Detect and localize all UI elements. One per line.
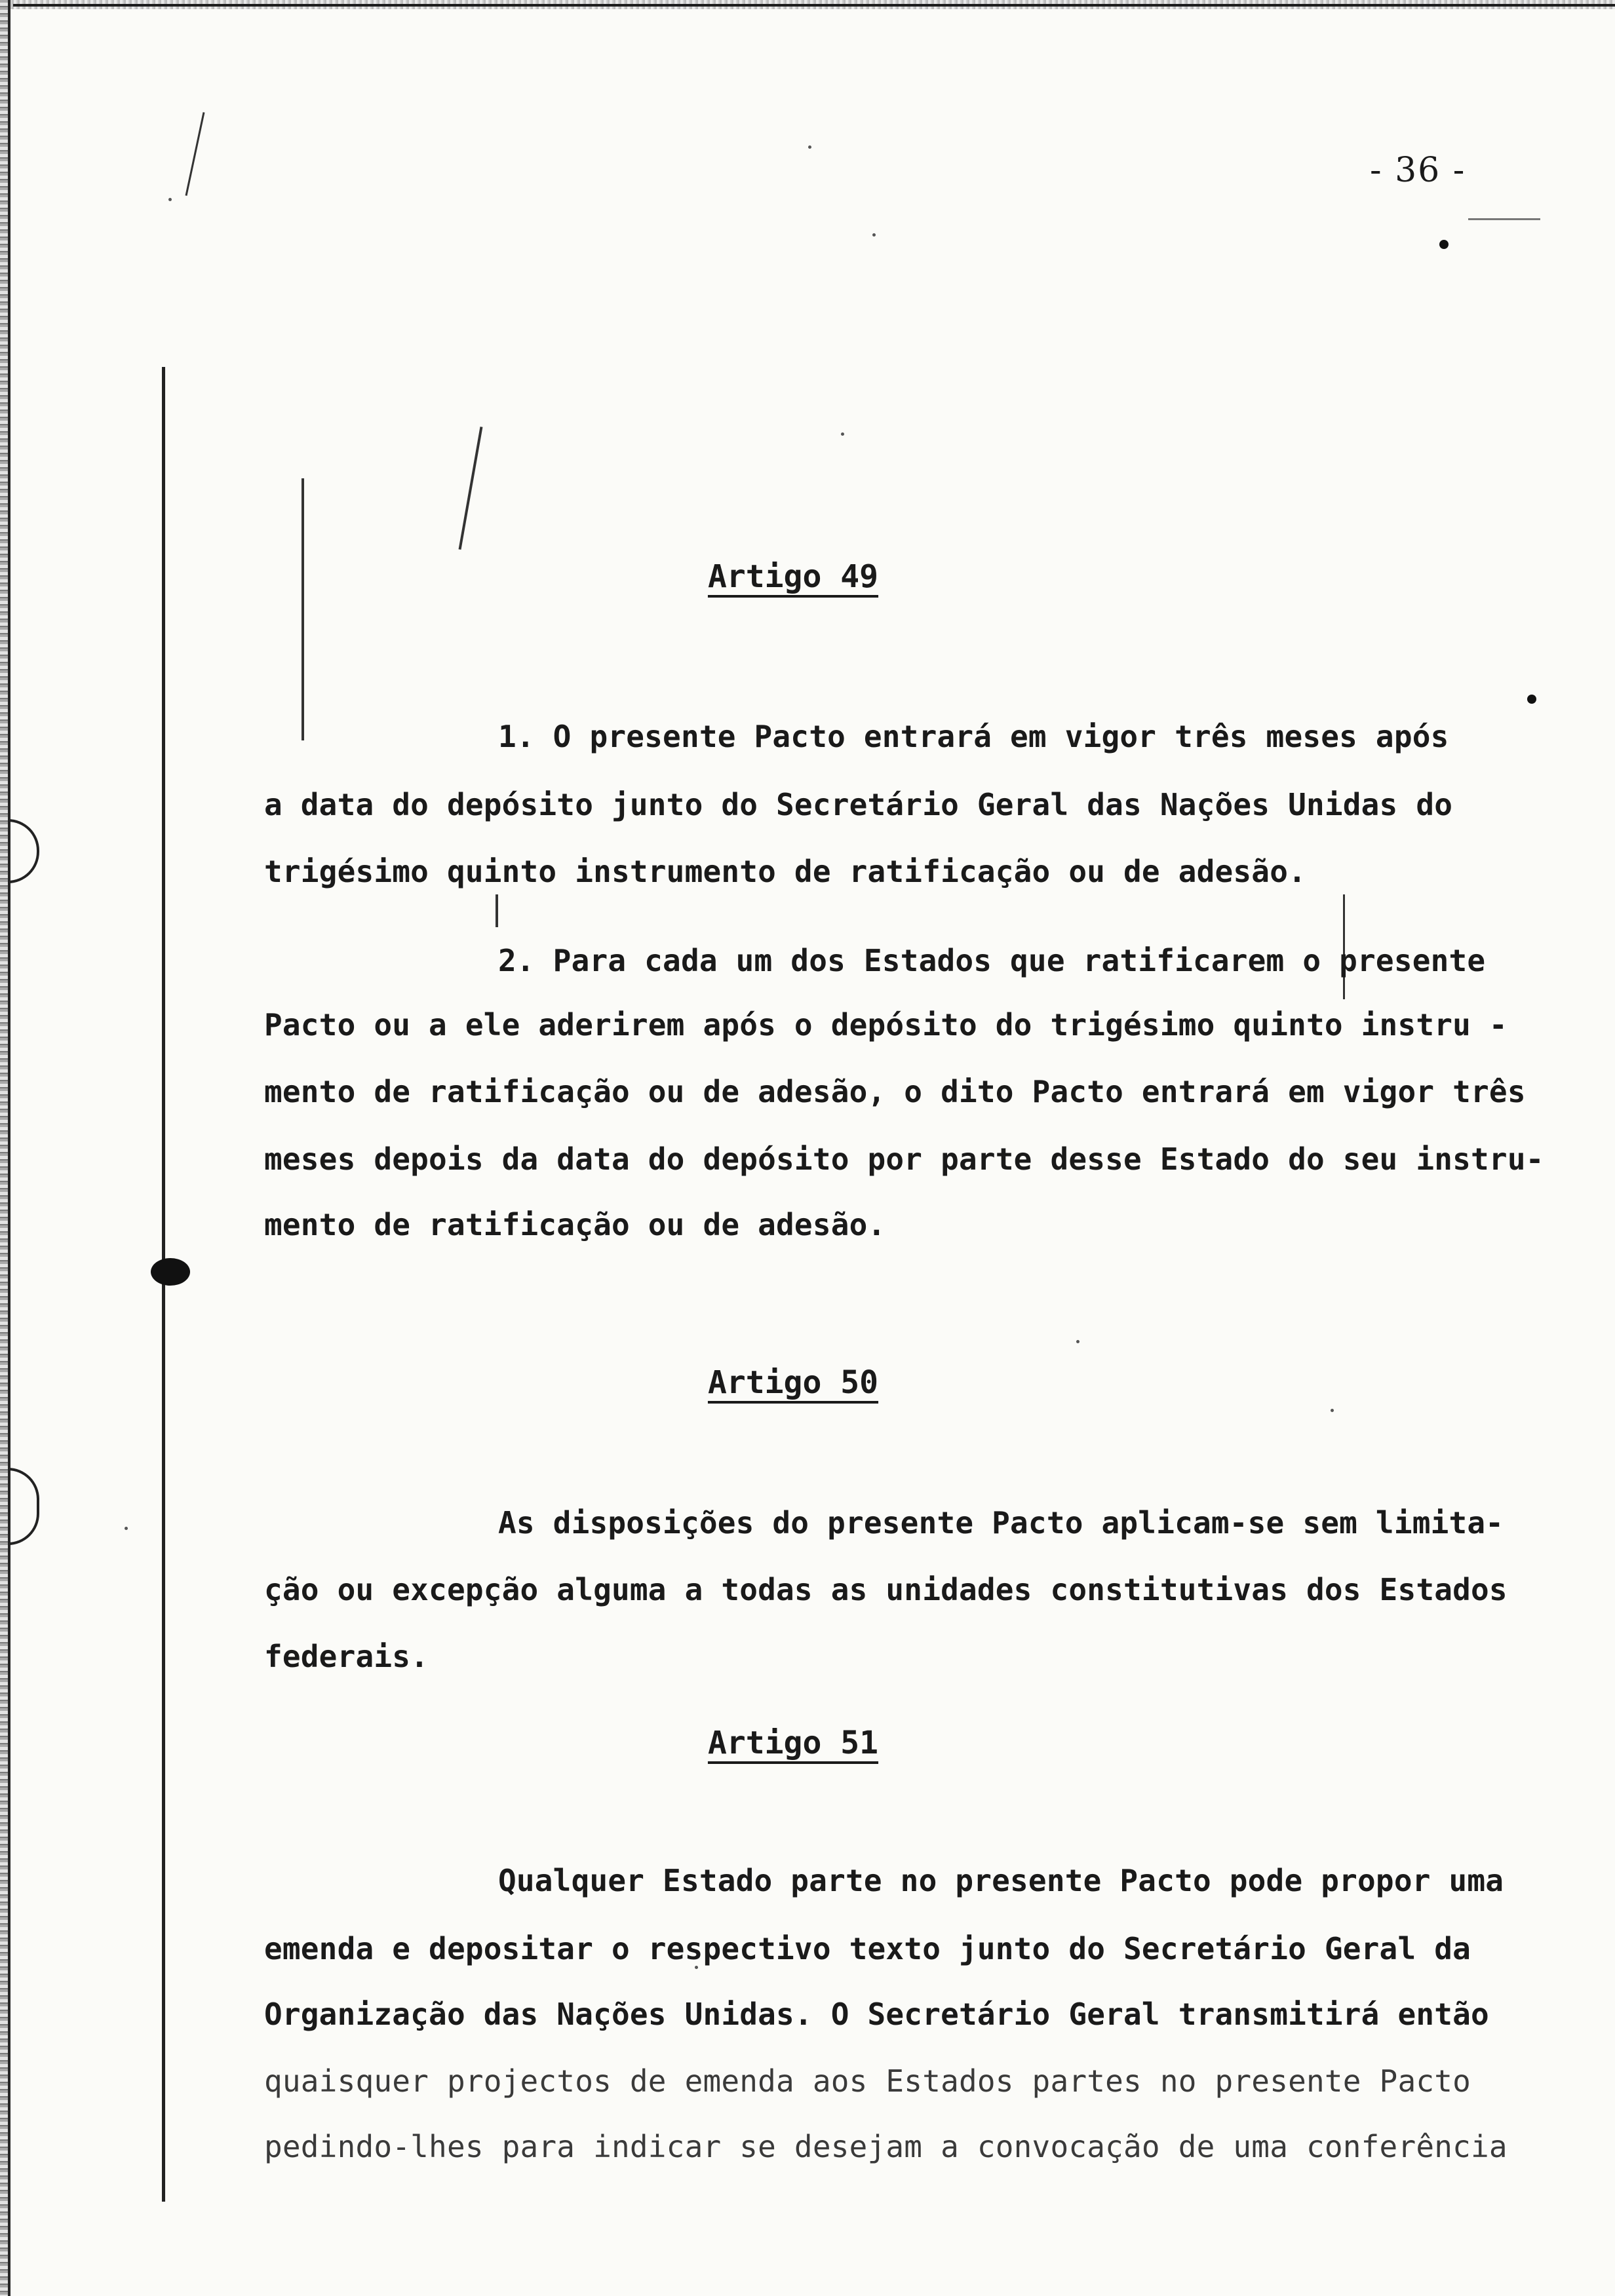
text-line: mento de ratificação ou de adesão, o dito Pacto entrará em vigor três [264, 1074, 1526, 1109]
pen-mark [1468, 218, 1540, 220]
scan-top-border [13, 4, 1615, 7]
text-line: meses depois da data do depósito por parte desse Estado do seu instru- [264, 1141, 1544, 1177]
scan-speck [841, 432, 844, 436]
text-line: Organização das Nações Unidas. O Secretário Geral transmitirá então [264, 1997, 1489, 2032]
ink-blot [1527, 695, 1536, 704]
scan-speck [125, 1527, 128, 1530]
text-line: Qualquer Estado parte no presente Pacto pode propor uma [498, 1863, 1504, 1898]
text-line: federais. [264, 1639, 429, 1674]
scan-speck [168, 198, 172, 201]
text-line: ção ou excepção alguma a todas as unidades constitutivas dos Estados [264, 1572, 1508, 1607]
text-line: Pacto ou a ele aderirem após o depósito do trigésimo quinto instru - [264, 1007, 1508, 1043]
scan-speck [808, 145, 811, 149]
article-heading: Artigo 50 [707, 1364, 879, 1401]
page-number: - 36 - [1370, 151, 1466, 190]
pen-mark [185, 112, 205, 196]
text-line: trigésimo quinto instrumento de ratificação ou de adesão. [264, 854, 1306, 889]
text-line: a data do depósito junto do Secretário Geral das Nações Unidas do [264, 787, 1453, 822]
pen-mark [459, 427, 483, 550]
text-line: As disposições do presente Pacto aplicam-se sem limita- [498, 1505, 1504, 1540]
pen-mark [496, 894, 498, 927]
text-line: pedindo-lhes para indicar se desejam a convocação de uma conferência [264, 2129, 1508, 2164]
ink-blot [1439, 240, 1449, 249]
binding-arc [8, 1468, 39, 1545]
scan-speck [1076, 1340, 1080, 1343]
scan-left-border [8, 0, 10, 2296]
ink-blot [151, 1258, 190, 1286]
text-line: mento de ratificação ou de adesão. [264, 1207, 886, 1242]
article-heading: Artigo 51 [707, 1725, 879, 1761]
scan-left-edge [0, 0, 8, 2296]
text-line: quaisquer projectos de emenda aos Estados partes no presente Pacto [264, 2063, 1471, 2099]
pen-mark [302, 478, 304, 740]
text-line: 2. Para cada um dos Estados que ratificarem o presente [498, 943, 1486, 978]
scan-speck [872, 233, 876, 237]
text-line: 1. O presente Pacto entrará em vigor três meses após [498, 719, 1449, 754]
scan-speck [1331, 1409, 1334, 1412]
binding-arc [8, 819, 39, 883]
article-heading: Artigo 49 [707, 558, 879, 595]
text-line: emenda e depositar o respectivo texto junto do Secretário Geral da [264, 1931, 1471, 1966]
